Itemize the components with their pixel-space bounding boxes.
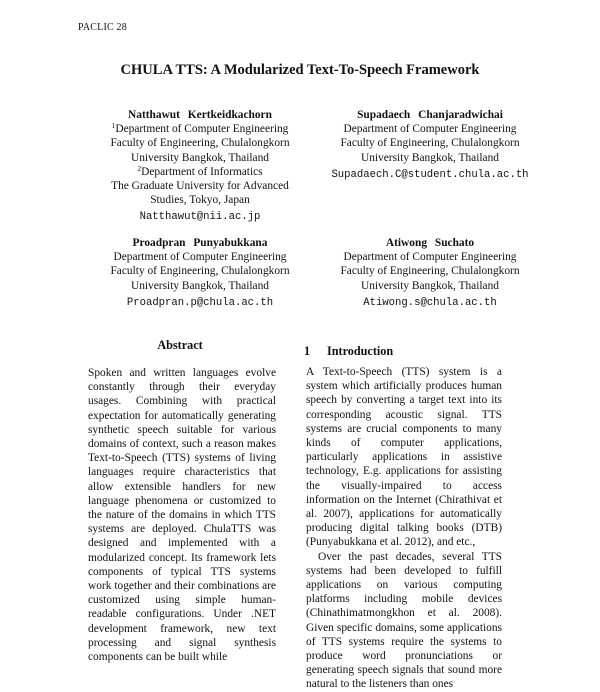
author-name: Supadaech Chanjaradwichai: [357, 109, 503, 121]
author-name: Proadpran Punyabukkana: [132, 237, 268, 249]
conference-header: PACLIC 28: [78, 22, 127, 33]
abstract-heading: Abstract: [157, 338, 203, 352]
introduction-body: [306, 365, 502, 692]
author-name: Atiwong Suchato: [385, 237, 475, 249]
affiliation-marker: 2: [137, 163, 142, 173]
affiliation-marker: 1: [111, 121, 116, 131]
affiliation-line: The Graduate University for Advanced: [111, 180, 289, 193]
affiliation-line: University Bangkok, Thailand: [130, 279, 270, 292]
affiliation-line: $^2$Department of Informatics: [137, 163, 263, 178]
affiliation-line: Department of Computer Engineering: [343, 123, 517, 136]
author-block-2: [285, 108, 575, 182]
author-email[interactable]: Proadpran.p@chula.ac.th: [126, 296, 274, 309]
author-email[interactable]: Atiwong.s@chula.ac.th: [363, 296, 497, 309]
intro-paragraph-2: Over the past decades, several TTS systems had been developed to fulfill applications on various computing platforms including mobile devices (Chinathimatmongkhon et al. 2008). Given specific domains, some applications of TTS systems require the systems to produce word pronunciations or generating speech signals that sound more natural to the listeners than ones: [306, 550, 502, 691]
author-email[interactable]: Supadaech.C@student.chula.ac.th: [331, 168, 529, 181]
affiliation-line: Department of Computer Engineering: [113, 251, 287, 264]
affiliation-line: University Bangkok, Thailand: [360, 151, 500, 164]
affiliation-line: University Bangkok, Thailand: [360, 279, 500, 292]
paper-title: CHULA TTS: A Modularized Text-To-Speech Framework: [120, 62, 480, 78]
affiliation-line: Studies, Tokyo, Japan: [150, 194, 250, 207]
author-name: Natthawut Kertkeidkachorn: [128, 109, 272, 121]
affiliation-line: Faculty of Engineering, Chulalongkorn: [340, 137, 520, 150]
section-number: 1: [304, 344, 311, 358]
author-block-4: [285, 236, 575, 310]
author-email[interactable]: Natthawut@nii.ac.jp: [139, 211, 261, 224]
section-title: Introduction: [327, 344, 394, 358]
affiliation-line: University Bangkok, Thailand: [130, 151, 270, 164]
affiliation-line: Faculty of Engineering, Chulalongkorn: [340, 265, 520, 278]
introduction-heading: [304, 344, 393, 359]
intro-paragraph-1: A Text-to-Speech (TTS) system is a system which artificially produces human speech by converting a target text into its corresponding acoustic signal. TTS systems are crucial components to many kinds of computer applications, particularly applications in assistive technology, E.g. applications for assisting the visually-impaired to access information on the Internet (Chirathivat et al. 2007), applications for automatically producing digital talking books (DTB) (Punyabukkana et al. 2012), and etc.,: [306, 366, 502, 549]
affiliation-line: Faculty of Engineering, Chulalongkorn: [110, 137, 290, 150]
abstract-body: [88, 366, 276, 664]
abstract-paragraph: Spoken and written languages evolve constantly through their everyday usages. Combining with practical expectation for automatically generating synthetic speech suitable for various domains of context, such a reason makes Text-to-Speech (TTS) systems of living languages require characteristics that allow extensible handlers for new language phenomena or customized to the nature of the domains in which TTS systems are deployed. ChulaTTS was designed and implemented with a modularized concept. Its framework lets components of typical TTS systems work together and their combinations are customized using simple human-readable configurations. Under .NET development framework, new text processing and signal synthesis components can be built while: [88, 367, 276, 664]
affiliation-line: Faculty of Engineering, Chulalongkorn: [110, 265, 290, 278]
affiliation-line: $^1$Department of Computer Engineering: [111, 121, 289, 136]
affiliation-line: Department of Computer Engineering: [343, 251, 517, 264]
